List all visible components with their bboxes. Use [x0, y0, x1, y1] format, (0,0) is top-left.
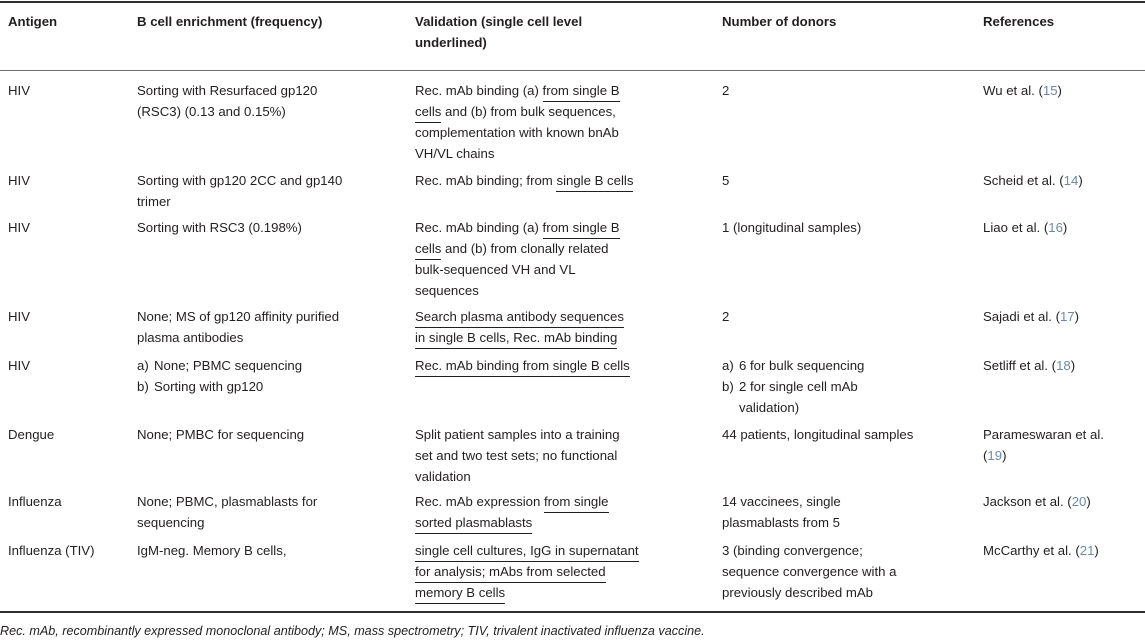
reference-close: ) [1078, 173, 1083, 188]
reference-number: 14 [1063, 173, 1079, 188]
validation-text: Rec. mAb binding (a) [415, 83, 543, 98]
reference-close: ) [1094, 543, 1099, 558]
reference-text: Jackson et al. ( [983, 494, 1072, 509]
underlined-text: from single B [543, 81, 620, 102]
cell-enrichment [137, 424, 304, 445]
antigen-text: Dengue [8, 427, 55, 442]
enrichment-line: Sorting with gp120 2CC and gp140 [137, 173, 343, 188]
antigen-text: HIV [8, 83, 30, 98]
cell-antigen [8, 424, 54, 445]
validation-line [415, 259, 620, 280]
cell-validation [415, 170, 633, 191]
underlined-text: from single B [543, 218, 620, 239]
validation-text: set and two test sets; no functional [415, 448, 618, 463]
list-text: 2 for single cell mAb [739, 379, 858, 394]
enrichment-list-item [137, 376, 302, 397]
donors-line: 14 vaccinees, single [722, 494, 841, 509]
validation-text: and (b) from clonally related [441, 241, 609, 256]
validation-line [415, 466, 620, 487]
reference-close: ) [1074, 309, 1080, 324]
reference-line [983, 424, 1104, 445]
cell-reference [983, 540, 1099, 561]
reference-line [983, 217, 1067, 238]
validation-text: Rec. mAb binding; from [415, 173, 557, 188]
donors-line: previously described mAb [722, 585, 873, 600]
donors-line: 1 (longitudinal samples) [722, 220, 862, 235]
enrichment-line: plasma antibodies [137, 330, 244, 345]
enrichment-line: None; PBMC, plasmablasts for [137, 494, 318, 509]
header-rule [0, 70, 1145, 71]
cell-reference [983, 491, 1091, 512]
validation-line [415, 355, 630, 376]
validation-line [415, 445, 620, 466]
donors-list-item [722, 376, 864, 397]
validation-line [415, 327, 624, 348]
cell-antigen [8, 170, 30, 191]
cell-enrichment [137, 355, 302, 397]
cell-enrichment [137, 80, 317, 122]
cell-reference [983, 306, 1079, 327]
table-top-rule [0, 1, 1145, 3]
table-bottom-rule [0, 611, 1145, 613]
validation-line [415, 561, 639, 582]
validation-text: VH/VL chains [415, 146, 495, 161]
enrichment-line: trimer [137, 194, 171, 209]
donors-list-item [722, 355, 864, 376]
cell-validation [415, 424, 620, 487]
validation-line [415, 540, 639, 561]
cell-donors [722, 355, 864, 418]
header-validation-line-2: underlined) [415, 35, 487, 50]
enrichment-line: None; MS of gp120 affinity purified [137, 309, 340, 324]
underlined-text: cells [415, 102, 441, 123]
cell-validation [415, 80, 620, 164]
reference-number: 16 [1048, 220, 1063, 235]
reference-text: Liao et al. ( [983, 220, 1049, 235]
cell-reference [983, 355, 1075, 376]
cell-antigen [8, 491, 62, 512]
underlined-text: Rec. mAb binding from single B cells [415, 356, 630, 377]
antigen-text: HIV [8, 220, 30, 235]
validation-line [415, 238, 620, 259]
underlined-text: Search plasma antibody sequences [415, 307, 624, 328]
reference-line [983, 491, 1091, 512]
donors-line: 2 [722, 83, 730, 98]
validation-text: Split patient samples into a training [415, 427, 620, 442]
cell-validation [415, 355, 630, 376]
validation-text: bulk-sequenced VH and VL [415, 262, 576, 277]
cell-reference [983, 424, 1104, 466]
antigen-text: HIV [8, 309, 30, 324]
reference-line [983, 445, 1104, 466]
header-antigen: Antigen [8, 14, 58, 29]
validation-line [415, 491, 609, 512]
enrichment-line: IgM-neg. Memory B cells, [137, 543, 287, 558]
validation-line [415, 512, 609, 533]
cell-enrichment [137, 306, 339, 348]
underlined-text: single cell cultures, IgG in supernatant [415, 541, 639, 562]
header-enrichment: B cell enrichment (frequency) [137, 14, 323, 29]
reference-close: ) [1086, 494, 1091, 509]
header-references: References [983, 14, 1055, 29]
reference-text: Setliff et al. ( [983, 358, 1057, 373]
cell-validation [415, 217, 620, 301]
underlined-text: for analysis; mAbs from selected [415, 562, 606, 583]
header-donors: Number of donors [722, 14, 837, 29]
cell-donors [722, 491, 841, 533]
header-validation [415, 11, 582, 53]
cell-enrichment [137, 217, 302, 238]
enrichment-line: Sorting with RSC3 (0.198%) [137, 220, 302, 235]
underlined-text: from single [544, 492, 609, 513]
donors-line: sequence convergence with a [722, 564, 897, 579]
reference-number: 21 [1079, 543, 1095, 558]
validation-line [415, 80, 620, 101]
cell-donors [722, 306, 729, 327]
cell-antigen [8, 540, 95, 561]
antigen-text: HIV [8, 358, 30, 373]
reference-text: Sajadi et al. ( [983, 309, 1060, 324]
underlined-text: sorted plasmablasts [415, 513, 532, 534]
underlined-text: single B cells [556, 171, 633, 192]
antigen-text: HIV [8, 173, 30, 188]
reference-number: 18 [1056, 358, 1071, 373]
reference-text: Scheid et al. ( [983, 173, 1064, 188]
reference-line [983, 540, 1099, 561]
cell-enrichment [137, 491, 317, 533]
enrichment-line: sequencing [137, 515, 205, 530]
list-text: Sorting with gp120 [154, 379, 264, 394]
validation-line [415, 424, 620, 445]
cell-enrichment [137, 170, 342, 212]
cell-validation [415, 491, 609, 533]
validation-text: validation [415, 469, 471, 484]
enrichment-list-item [137, 355, 302, 376]
underlined-text: in single B cells, Rec. mAb binding [415, 328, 617, 349]
validation-text: sequences [415, 283, 479, 298]
validation-line [415, 170, 633, 191]
reference-line [983, 355, 1075, 376]
list-marker: b) [137, 379, 149, 394]
donors-line: plasmablasts from 5 [722, 515, 840, 530]
reference-text: McCarthy et al. ( [983, 543, 1080, 558]
cell-donors [722, 80, 729, 101]
reference-text: ( [983, 448, 988, 463]
reference-close: ) [1062, 220, 1068, 235]
enrichment-line: Sorting with Resurfaced gp120 [137, 83, 318, 98]
reference-number: 19 [987, 448, 1003, 463]
validation-text: Rec. mAb expression [415, 494, 544, 509]
reference-close: ) [1057, 83, 1062, 98]
donors-line: 2 [722, 309, 730, 324]
cell-reference [983, 80, 1062, 101]
cell-antigen [8, 306, 30, 327]
underlined-text: cells [415, 239, 441, 260]
cell-antigen [8, 217, 30, 238]
enrichment-line: (RSC3) (0.13 and 0.15%) [137, 104, 286, 119]
reference-line [983, 170, 1083, 191]
antigen-text: Influenza (TIV) [8, 543, 95, 558]
donors-line: 3 (binding convergence; [722, 543, 863, 558]
list-marker: a) [137, 358, 149, 373]
reference-number: 20 [1071, 494, 1087, 509]
validation-line [415, 217, 620, 238]
validation-line [415, 306, 624, 327]
reference-line [983, 80, 1062, 101]
cell-reference [983, 170, 1083, 191]
header-validation-line-1: Validation (single cell level [415, 14, 583, 29]
cell-donors [722, 424, 913, 445]
validation-line [415, 143, 620, 164]
cell-validation [415, 306, 624, 348]
reference-number: 17 [1059, 309, 1075, 324]
donors-line: 5 [722, 173, 730, 188]
reference-close: ) [1070, 358, 1076, 373]
validation-text: complementation with known bnAb [415, 125, 619, 140]
donors-list-item [722, 397, 864, 418]
cell-validation [415, 540, 639, 603]
reference-text: Parameswaran et al. [983, 427, 1104, 442]
reference-line [983, 306, 1079, 327]
list-text: 6 for bulk sequencing [739, 358, 865, 373]
enrichment-line: None; PMBC for sequencing [137, 427, 305, 442]
list-text: validation) [739, 400, 800, 415]
validation-line [415, 280, 620, 301]
reference-number: 15 [1042, 83, 1058, 98]
cell-antigen [8, 355, 30, 376]
underlined-text: memory B cells [415, 583, 505, 604]
list-marker: a) [722, 358, 734, 373]
antigen-text: Influenza [8, 494, 62, 509]
cell-enrichment [137, 540, 287, 561]
validation-text: Rec. mAb binding (a) [415, 220, 543, 235]
validation-text: and (b) from bulk sequences, [441, 104, 616, 119]
list-marker: b) [722, 379, 734, 394]
cell-donors [722, 540, 896, 603]
cell-donors [722, 217, 861, 238]
validation-line [415, 101, 620, 122]
table-footnote: Rec. mAb, recombinantly expressed monoclonal antibody; MS, mass spectrometry; TIV, trivalent inactivated influenza vaccine. [0, 624, 705, 638]
cell-donors [722, 170, 729, 191]
donors-line: 44 patients, longitudinal samples [722, 427, 914, 442]
cell-antigen [8, 80, 30, 101]
list-text: None; PBMC sequencing [154, 358, 303, 373]
reference-text: Wu et al. ( [983, 83, 1043, 98]
validation-line [415, 122, 620, 143]
validation-line [415, 582, 639, 603]
reference-close: ) [1002, 448, 1007, 463]
cell-reference [983, 217, 1067, 238]
